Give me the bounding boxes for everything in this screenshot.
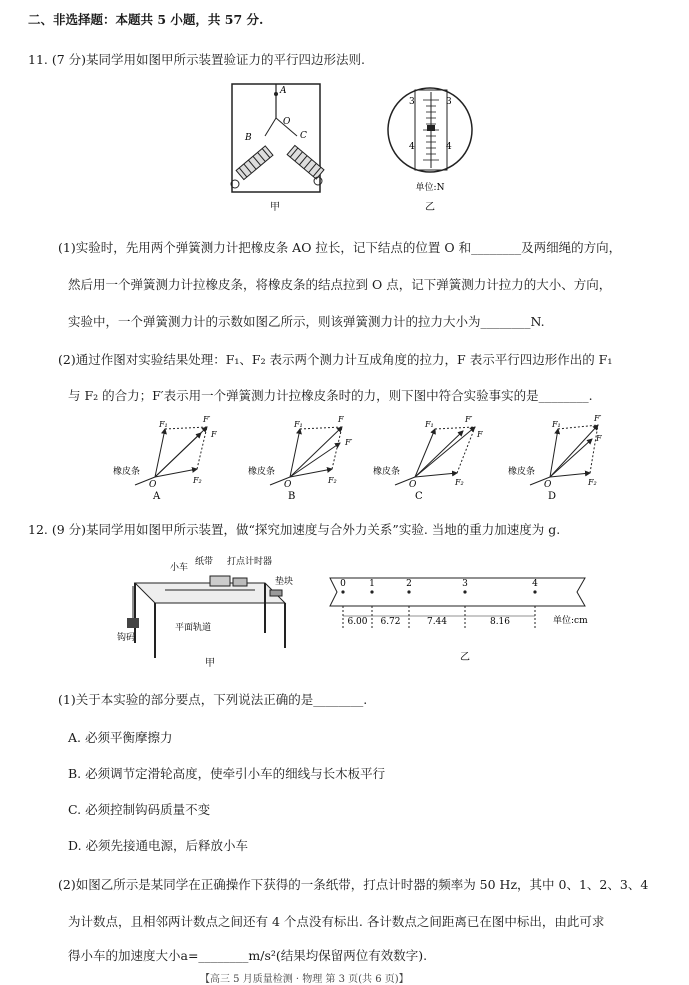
q12-figure-yi xyxy=(325,570,615,670)
option-c-f2: F₂ xyxy=(455,478,464,487)
option-c-letter: C xyxy=(415,491,423,502)
label-timer: 打点计时器 xyxy=(227,557,273,567)
option-c-diagram xyxy=(373,415,483,502)
option-a-f1: F₁ xyxy=(159,420,168,429)
q12-choice-a: A. 必须平衡摩擦力 xyxy=(68,730,173,745)
q12-part1: (1)关于本实验的部分要点，下列说法正确的是________. xyxy=(58,692,368,707)
tape-distance-3: 7.44 xyxy=(426,617,448,627)
option-b-diagram xyxy=(248,415,353,502)
option-d-diagram xyxy=(508,415,602,502)
tape-dot-2 xyxy=(407,590,410,593)
option-a-o: O xyxy=(149,480,157,490)
q12-part2-line2: 为计数点，且相邻两计数点之间还有 4 个点没有标出. 各计数点之间距离已在图中标出，由此可求 xyxy=(68,914,605,929)
option-b-letter: B xyxy=(288,491,296,502)
tape-dot-0 xyxy=(341,590,344,593)
q11-part1-line2: 然后用一个弹簧测力计拉橡皮条，将橡皮条的结点拉到 O 点，记下弹簧测力计拉力的大小、方向， xyxy=(68,277,612,292)
q12-choice-b: B. 必须调节定滑轮高度，使牵引小车的细线与长木板平行 xyxy=(68,766,386,781)
q11-figure-jia xyxy=(205,80,335,215)
option-a-f2: F₂ xyxy=(193,476,202,485)
fig12-jia-label: 甲 xyxy=(205,658,215,669)
scale-label-right-4: 4 xyxy=(446,142,452,152)
tape-point-label-4: 4 xyxy=(532,579,538,589)
option-c-f1: F₁ xyxy=(425,420,434,429)
tape-point-label-2: 2 xyxy=(406,579,412,589)
q11-part2-line2: 与 F₂ 的合力；F′表示用一个弹簧测力计拉橡皮条时的力，则下图中符合实验事实的是________. xyxy=(68,388,593,403)
option-b-f2: F₂ xyxy=(328,476,337,485)
page-footer: 【高三 5 月质量检测 · 物理 第 3 页(共 6 页)】 xyxy=(200,974,409,985)
tape-dot-3 xyxy=(463,590,466,593)
section-title: 二、非选择题：本题共 5 小题，共 57 分. xyxy=(28,12,264,27)
tape-distance-2: 6.72 xyxy=(380,617,401,627)
fig-label-b: B xyxy=(245,133,252,143)
q12-part2-line1: (2)如图乙所示是某同学在正确操作下获得的一条纸带，打点计时器的频率为 50 Hz，其中 0、1、2、3、4 xyxy=(58,877,649,892)
scale-unit: 单位:N xyxy=(415,183,445,193)
option-d-f: F xyxy=(596,434,602,443)
q11-figure-yi xyxy=(385,80,475,220)
scale-label-left-3: 3 xyxy=(409,97,415,107)
q12-stem: 12. (9 分)某同学用如图甲所示装置，做“探究加速度与合外力关系”实验. 当地的重力加速度为 g. xyxy=(28,522,561,537)
label-tape: 纸带 xyxy=(195,557,214,567)
option-c-f: F xyxy=(477,430,483,439)
fig-label-a: A xyxy=(280,86,287,96)
q11-options xyxy=(110,415,630,505)
option-d-rubber: 橡皮条 xyxy=(508,467,536,477)
q12-choice-d: D. 必须先接通电源，后释放小车 xyxy=(68,838,249,853)
option-a-diagram xyxy=(113,415,217,502)
option-d-letter: D xyxy=(548,491,557,502)
option-c-o: O xyxy=(409,480,417,490)
tape-distance-4: 8.16 xyxy=(489,617,511,627)
option-b-fp: F′ xyxy=(345,438,353,447)
fig-label-o: O xyxy=(283,117,291,127)
scale-label-left-4: 4 xyxy=(409,142,415,152)
q12-part2-line3: 得小车的加速度大小a=________m/s²(结果均保留两位有效数字). xyxy=(68,948,428,963)
option-b-rubber: 橡皮条 xyxy=(248,467,276,477)
q11-part1-line3: 实验中，一个弹簧测力计的示数如图乙所示，则该弹簧测力计的拉力大小为________N. xyxy=(68,314,545,329)
label-car: 小车 xyxy=(170,563,189,573)
label-block: 垫块 xyxy=(275,577,294,587)
tape-dot-4 xyxy=(533,590,536,593)
option-a-fp: F′ xyxy=(203,415,211,424)
option-d-f2: F₂ xyxy=(588,478,597,487)
q12-choice-c: C. 必须控制钩码质量不变 xyxy=(68,802,211,817)
tape-unit: 单位:cm xyxy=(553,616,588,626)
tape-distance-1: 6.00 xyxy=(347,617,368,627)
tape-point-label-0: 0 xyxy=(340,579,346,589)
fig12-yi-label: 乙 xyxy=(460,652,470,663)
option-d-o: O xyxy=(544,480,552,490)
option-c-rubber: 橡皮条 xyxy=(373,467,401,477)
tape-dot-1 xyxy=(370,590,373,593)
q12-figure-jia xyxy=(115,548,305,673)
label-track: 平面轨道 xyxy=(175,623,212,633)
option-c-fp: F′ xyxy=(465,415,473,424)
option-d-f1: F₁ xyxy=(552,420,561,429)
option-b-f1: F₁ xyxy=(294,420,303,429)
option-d-fp: F′ xyxy=(594,415,602,423)
q11-stem: 11. (7 分)某同学用如图甲所示装置验证力的平行四边形法则. xyxy=(28,52,366,67)
q11-part1-line1: (1)实验时，先用两个弹簧测力计把橡皮条 AO 拉长，记下结点的位置 O 和________及两细绳的方向， xyxy=(58,240,622,255)
label-weight: 钩码 xyxy=(117,633,136,643)
option-a-f: F xyxy=(211,430,217,439)
option-a-rubber: 橡皮条 xyxy=(113,467,141,477)
scale-label-right-3: 3 xyxy=(446,97,452,107)
option-a-letter: A xyxy=(153,491,161,502)
fig-jia-label: 甲 xyxy=(270,202,280,213)
fig-yi-label: 乙 xyxy=(425,202,435,213)
option-b-o: O xyxy=(284,480,292,490)
fig-label-c: C xyxy=(300,131,307,141)
q11-part2-line1: (2)通过作图对实验结果处理：F₁、F₂ 表示两个测力计互成角度的拉力，F 表示平行四边形作出的 F₁ xyxy=(58,352,613,367)
tape-point-label-3: 3 xyxy=(462,579,468,589)
option-b-f: F xyxy=(338,415,344,424)
tape-point-label-1: 1 xyxy=(369,579,375,589)
